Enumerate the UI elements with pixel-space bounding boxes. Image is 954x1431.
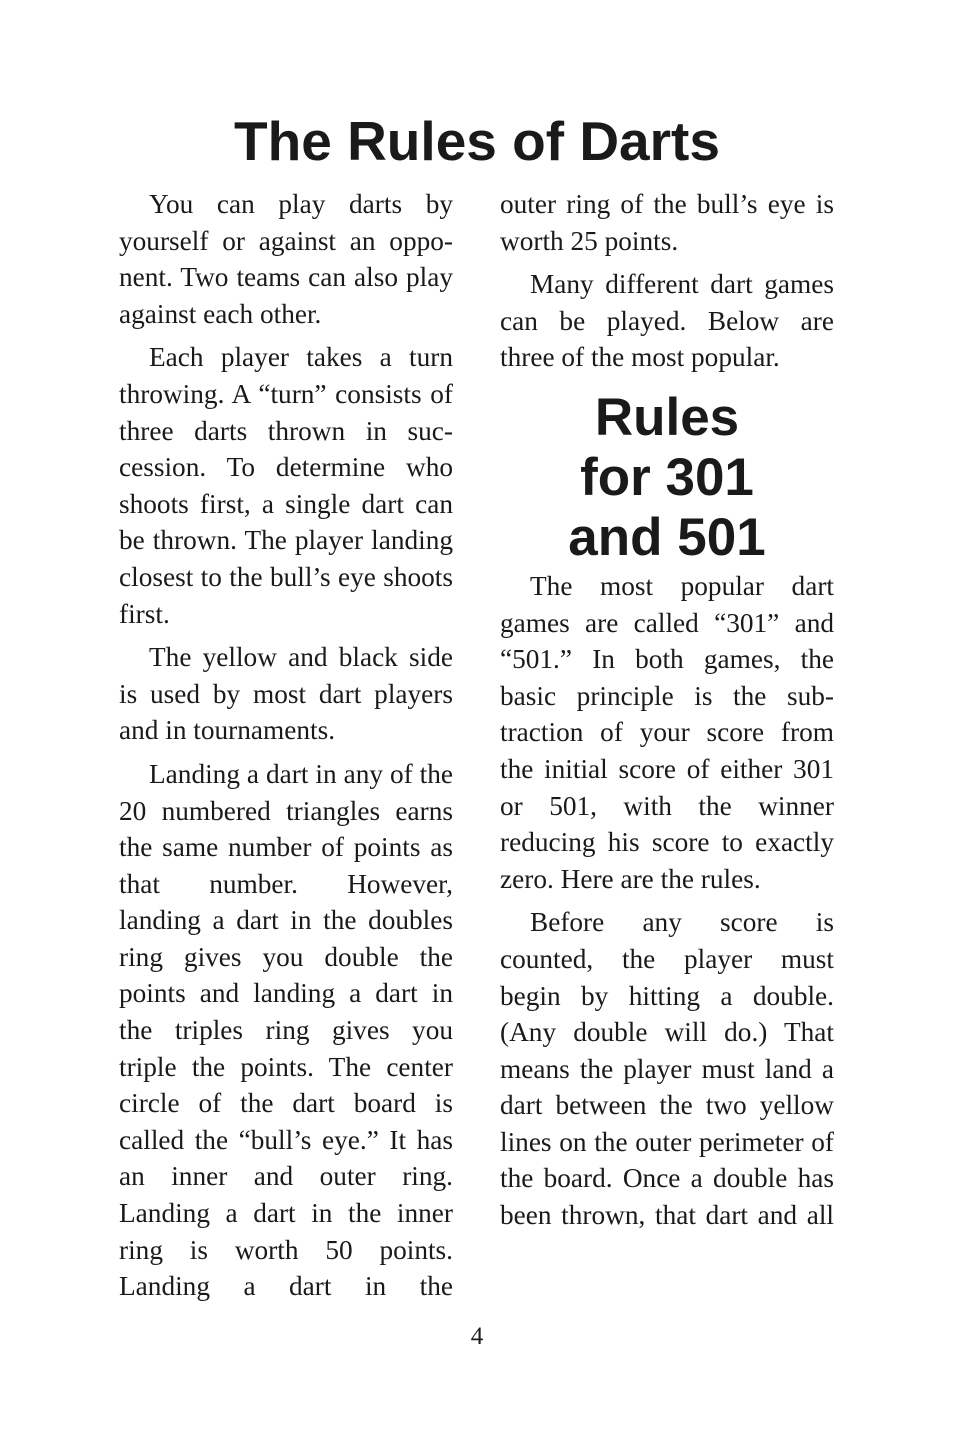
paragraph-scoring: Landing a dart in any of the 20 numbered triangles earns the same number of points as that number. However, landing a dart in the doubles ring gives you double the points and landing a dart in the triples ring gives you triple the points. The center circle of the dart board is called the “bull’s eye.” It has an inner and outer ring. Landing a dart in the inner ring is worth 50 points. Landing a dart in the	[119, 758, 453, 1302]
paragraph-bulls-eye-continued: outer ring of the bull’s eye is worth 25 points.	[500, 189, 834, 256]
paragraph-players: You can play darts by yourself or against an opponent. Two teams can also play against each other.	[119, 189, 453, 329]
section-heading-line-2: for 301	[580, 447, 754, 507]
paragraph-board-side: The yellow and black side is used by most dart players and in tournaments.	[119, 642, 453, 746]
page-title: The Rules of Darts	[234, 110, 720, 172]
paragraph-turns: Each player takes a turn throwing. A “turn” consists of three darts thrown in succession. To determine who shoots first, a single dart can be thrown. The player landing closest to the bull’s eye shoots first.	[119, 342, 453, 629]
left-column	[119, 186, 453, 1312]
section-heading-line-1: Rules	[594, 387, 740, 447]
section-heading-301-501	[500, 388, 834, 568]
paragraph-double-in: Before any score is counted, the player must begin by hitting a double. (Any double will do.) That means the player must land a dart between the two yellow lines on the outer perimeter of the board. Once a double has been thrown, that dart and all	[500, 907, 834, 1231]
page-number: 4	[470, 1323, 484, 1350]
right-column	[500, 186, 834, 1241]
paragraph-dart-games: Many different dart games can be played. Below are three of the most popular.	[500, 269, 834, 373]
paragraph-301-501-principle: The most popular dart games are called “301” and “501.” In both games, the basic principle is the subtraction of your score from the initial score of either 301 or 501, with the winner reducing his score to exactly zero. Here are the rules.	[500, 570, 834, 894]
section-heading-line-3: and 501	[568, 507, 766, 567]
